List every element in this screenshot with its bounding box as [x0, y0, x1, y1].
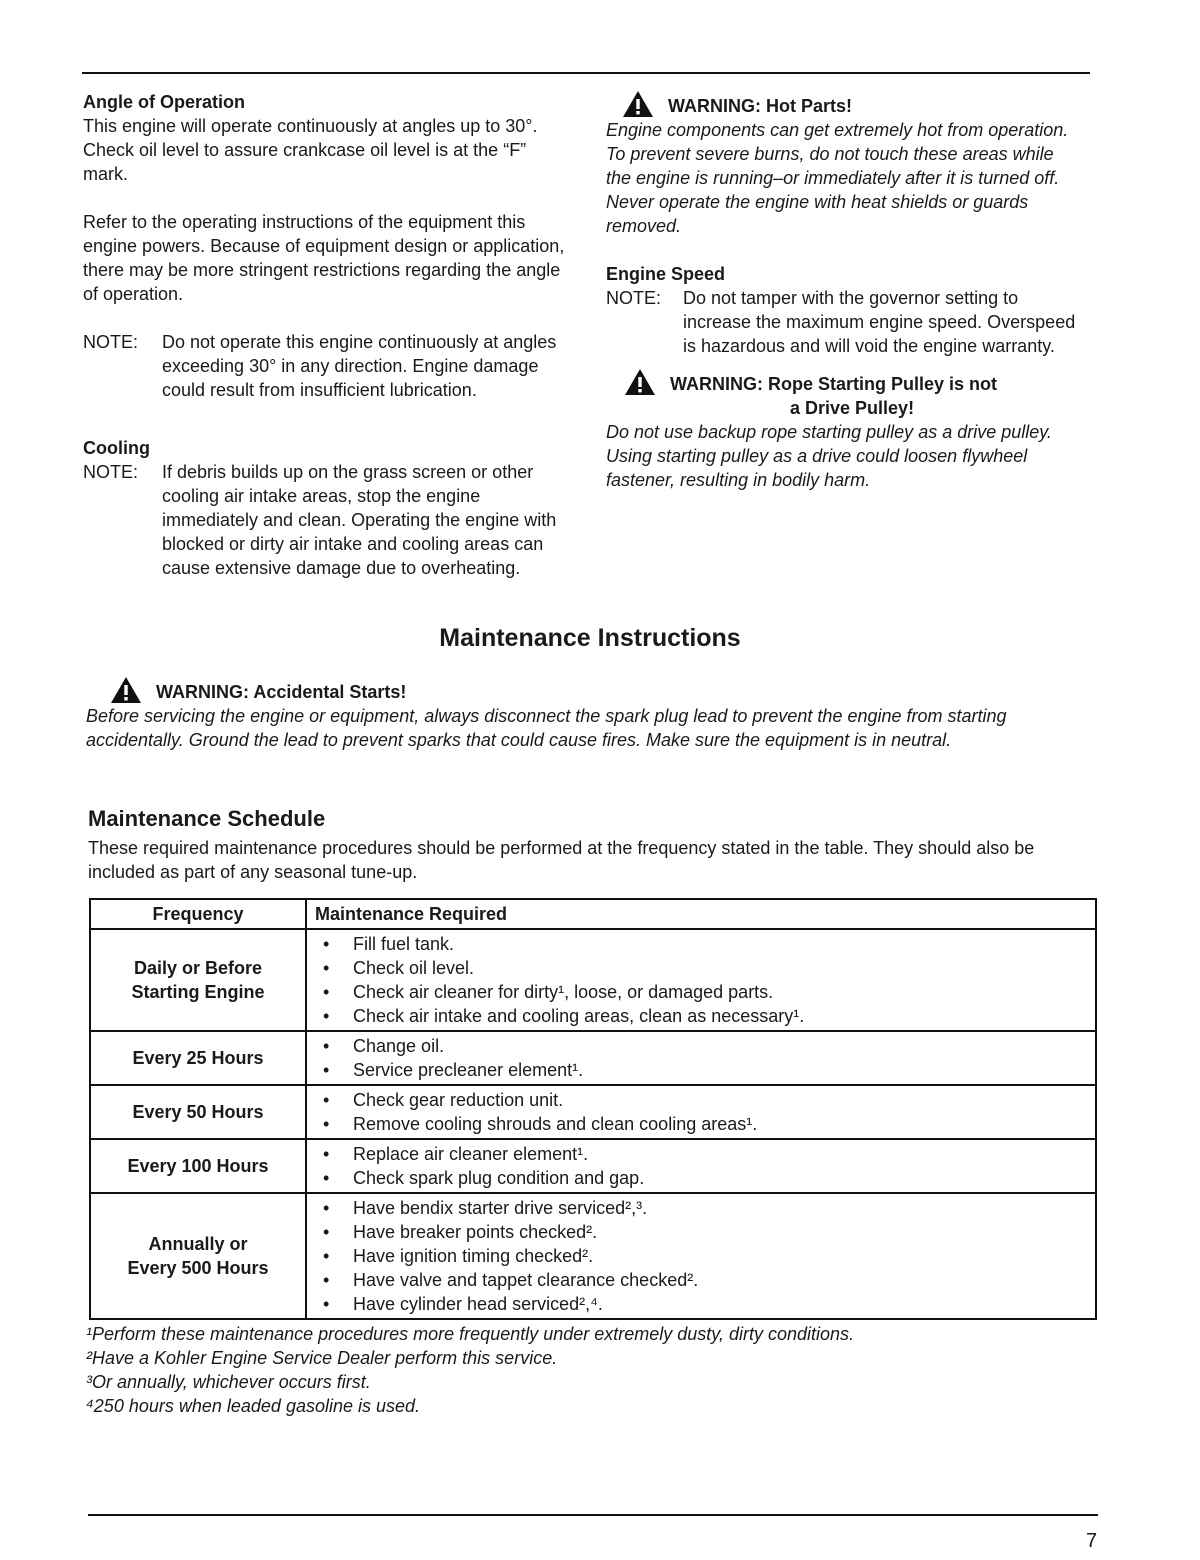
- accidental-starts-text: Before servicing the engine or equipment, always disconnect the spark plug lead to prevent the engine from starting accidentally. Ground the lead to prevent sparks that could cause fires. Make sure the equipment is in neutral.: [86, 706, 1007, 750]
- task-item: [319, 1034, 1083, 1058]
- left-column: [83, 90, 573, 580]
- warning-triangle-icon: [622, 90, 654, 118]
- task-text: Replace air cleaner element¹.: [353, 1144, 589, 1164]
- footnote-2: ²Have a Kohler Engine Service Dealer perform this service.: [86, 1348, 558, 1368]
- task-item: [319, 1220, 1083, 1244]
- rope-pulley-warning-title-2: a Drive Pulley!: [790, 398, 915, 418]
- task-list: [319, 1196, 1083, 1316]
- task-item: [319, 1088, 1083, 1112]
- engine-speed-heading: Engine Speed: [606, 264, 726, 284]
- table-row: [90, 1139, 1096, 1193]
- table-body: [90, 929, 1096, 1319]
- frequency-text: Annually or: [148, 1234, 248, 1254]
- hot-parts-warning: [622, 90, 1076, 118]
- rope-pulley-text: Do not use backup rope starting pulley as a drive pulley. Using starting pulley as a drive could loosen flywheel fastener, resulting in bodily harm.: [606, 422, 1052, 490]
- angle-paragraph-1: This engine will operate continuously at angles up to 30°. Check oil level to assure crankcase oil level is at the “F” mark.: [83, 116, 538, 184]
- bullet-icon: •: [323, 1144, 330, 1164]
- task-text: Have valve and tappet clearance checked².: [353, 1270, 699, 1290]
- angle-note-text: Do not operate this engine continuously at angles exceeding 30° in any direction. Engine damage could result from insufficient lubrication.: [162, 332, 557, 400]
- right-column: [606, 96, 1076, 492]
- cooling-note: [83, 460, 573, 580]
- maintenance-required-header: Maintenance Required: [306, 899, 1096, 929]
- bullet-icon: •: [323, 982, 330, 1002]
- task-list: [319, 1142, 1083, 1190]
- footnotes: [86, 1322, 854, 1418]
- frequency-cell: [90, 929, 306, 1031]
- tasks-cell: [306, 1139, 1096, 1193]
- bullet-icon: •: [323, 1294, 330, 1314]
- accidental-starts-section: [86, 676, 1076, 752]
- rope-pulley-warning: [624, 368, 1076, 396]
- tasks-cell: [306, 929, 1096, 1031]
- bullet-icon: •: [323, 1090, 330, 1110]
- frequency-text: Daily or Before: [133, 958, 263, 978]
- task-text: Check oil level.: [353, 958, 475, 978]
- maintenance-schedule-table: [89, 898, 1097, 1320]
- task-item: [319, 1004, 1083, 1028]
- page-number: 7: [1086, 1530, 1098, 1552]
- warning-triangle-icon: [110, 676, 142, 704]
- task-text: Service precleaner element¹.: [353, 1060, 584, 1080]
- frequency-text: Every 25 Hours: [132, 1048, 264, 1068]
- table-row: [90, 929, 1096, 1031]
- footnote-1: ¹Perform these maintenance procedures more frequently under extremely dusty, dirty conditions.: [86, 1324, 855, 1344]
- task-item: [319, 956, 1083, 980]
- bullet-icon: •: [323, 1222, 330, 1242]
- task-item: [319, 1142, 1083, 1166]
- frequency-text: Every 100 Hours: [127, 1156, 269, 1176]
- task-text: Fill fuel tank.: [353, 934, 455, 954]
- note-label: NOTE:: [83, 462, 139, 482]
- task-text: Have bendix starter drive serviced²,³.: [353, 1198, 648, 1218]
- task-text: Change oil.: [353, 1036, 445, 1056]
- task-text: Have cylinder head serviced²,⁴.: [353, 1294, 603, 1314]
- frequency-text: Starting Engine: [131, 982, 265, 1002]
- bullet-icon: •: [323, 1246, 330, 1266]
- cooling-heading: Cooling: [83, 438, 150, 458]
- bullet-icon: •: [323, 1168, 330, 1188]
- bullet-icon: •: [323, 958, 330, 978]
- task-text: Check air intake and cooling areas, clean as necessary¹.: [353, 1006, 805, 1026]
- rope-pulley-warning-title: WARNING: Rope Starting Pulley is not: [670, 374, 998, 394]
- hot-parts-warning-title: WARNING: Hot Parts!: [668, 96, 852, 116]
- task-item: [319, 1196, 1083, 1220]
- task-list: [319, 1088, 1083, 1136]
- tasks-cell: [306, 1085, 1096, 1139]
- task-text: Remove cooling shrouds and clean cooling areas¹.: [353, 1114, 758, 1134]
- frequency-cell: [90, 1031, 306, 1085]
- frequency-cell: [90, 1085, 306, 1139]
- task-item: [319, 1166, 1083, 1190]
- accidental-starts-warning: [110, 676, 1076, 704]
- task-list: [319, 1034, 1083, 1082]
- task-item: [319, 1292, 1083, 1316]
- task-item: [319, 1244, 1083, 1268]
- bullet-icon: •: [323, 1114, 330, 1134]
- task-text: Check air cleaner for dirty¹, loose, or damaged parts.: [353, 982, 774, 1002]
- angle-paragraph-2: Refer to the operating instructions of the equipment this engine powers. Because of equipment design or application, there may be more stringent restrictions regarding the angle of operation.: [83, 212, 565, 304]
- task-list: [319, 932, 1083, 1028]
- frequency-cell: [90, 1193, 306, 1319]
- task-text: Check spark plug condition and gap.: [353, 1168, 645, 1188]
- warning-triangle-icon: [624, 368, 656, 396]
- task-text: Check gear reduction unit.: [353, 1090, 564, 1110]
- bullet-icon: •: [323, 1036, 330, 1056]
- bullet-icon: •: [323, 1270, 330, 1290]
- frequency-text: Every 50 Hours: [132, 1102, 264, 1122]
- task-item: [319, 1058, 1083, 1082]
- schedule-title: Maintenance Schedule: [88, 806, 326, 831]
- engine-speed-note-text: Do not tamper with the governor setting to increase the maximum engine speed. Overspeed is hazardous and will void the engine warranty.: [683, 288, 1076, 356]
- cooling-note-text: If debris builds up on the grass screen or other cooling air intake areas, stop the engine immediately and clean. Operating the engine with blocked or dirty air intake and cooling areas can cause extensive damage due to overheating.: [162, 462, 557, 578]
- accidental-starts-title: WARNING: Accidental Starts!: [156, 682, 407, 702]
- table-row: [90, 1031, 1096, 1085]
- hot-parts-text: Engine components can get extremely hot from operation. To prevent severe burns, do not touch these areas while the engine is running–or immediately after it is turned off. Never operate the engine with heat shields or guards removed.: [606, 120, 1069, 236]
- angle-heading: Angle of Operation: [83, 92, 245, 112]
- bullet-icon: •: [323, 1006, 330, 1026]
- task-text: Have ignition timing checked².: [353, 1246, 594, 1266]
- note-label: NOTE:: [606, 288, 662, 308]
- bottom-rule: [88, 1514, 1098, 1516]
- task-item: [319, 1112, 1083, 1136]
- frequency-cell: [90, 1139, 306, 1193]
- maintenance-title: Maintenance Instructions: [439, 624, 741, 652]
- task-text: Have breaker points checked².: [353, 1222, 598, 1242]
- bullet-icon: •: [323, 1198, 330, 1218]
- tasks-cell: [306, 1193, 1096, 1319]
- bullet-icon: •: [323, 934, 330, 954]
- tasks-cell: [306, 1031, 1096, 1085]
- top-rule: [82, 72, 1090, 74]
- schedule-intro: These required maintenance procedures should be performed at the frequency stated in the table. They should also be included as part of any seasonal tune-up.: [88, 838, 1035, 882]
- footnote-4: ⁴250 hours when leaded gasoline is used.: [86, 1396, 421, 1416]
- bullet-icon: •: [323, 1060, 330, 1080]
- table-header-row: [90, 899, 1096, 929]
- frequency-text: Every 500 Hours: [127, 1258, 269, 1278]
- frequency-header: Frequency: [90, 899, 306, 929]
- task-item: [319, 980, 1083, 1004]
- engine-speed-note: [606, 286, 1076, 358]
- task-item: [319, 1268, 1083, 1292]
- note-label: NOTE:: [83, 332, 139, 352]
- footnote-3: ³Or annually, whichever occurs first.: [86, 1372, 371, 1392]
- task-item: [319, 932, 1083, 956]
- table-row: [90, 1193, 1096, 1319]
- table-row: [90, 1085, 1096, 1139]
- angle-note: [83, 330, 573, 402]
